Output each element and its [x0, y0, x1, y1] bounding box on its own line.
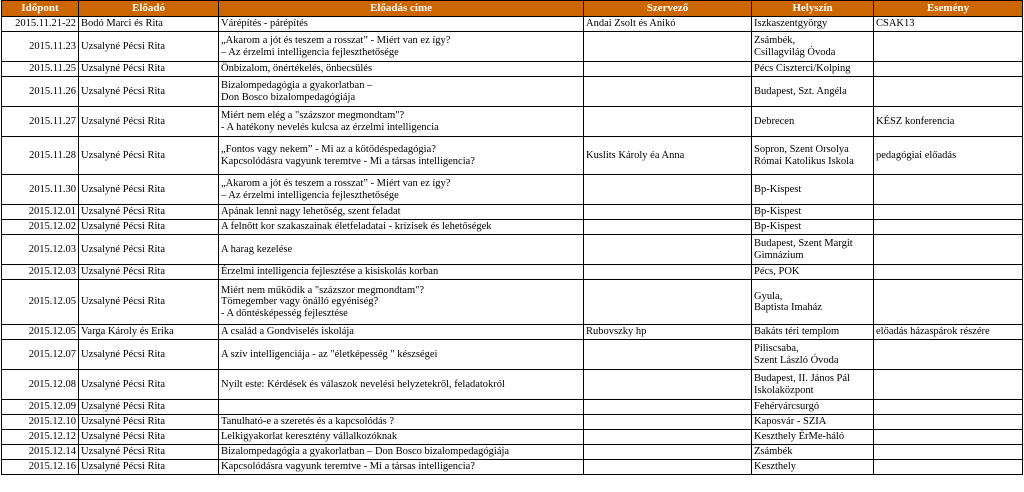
date-cell: 2015.11.27	[2, 107, 79, 137]
speaker-cell: Uzsalyné Pécsi Rita	[79, 265, 219, 280]
venue-cell: Bp-Kispest	[752, 175, 874, 205]
speaker-cell: Uzsalyné Pécsi Rita	[79, 107, 219, 137]
table-row	[2, 32, 1023, 62]
table-row	[2, 400, 1023, 415]
organizer-cell	[584, 265, 752, 280]
organizer-cell	[584, 445, 752, 460]
header-row	[2, 1, 1023, 17]
table-row	[2, 137, 1023, 175]
venue-cell: Iszkaszentgyörgy	[752, 17, 874, 32]
event-cell	[874, 415, 1023, 430]
title-cell: Önbizalom, önértékelés, önbecsülés	[219, 62, 584, 77]
speaker-cell: Uzsalyné Pécsi Rita	[79, 62, 219, 77]
venue-cell: Sopron, Szent Orsolya Római Katolikus Iskola	[752, 137, 874, 175]
venue-cell: Pécs Ciszterci/Kolping	[752, 62, 874, 77]
event-cell	[874, 445, 1023, 460]
organizer-cell	[584, 340, 752, 370]
title-cell: Tanulható-e a szeretés és a kapcsolódás ?	[219, 415, 584, 430]
title-cell: „Akarom a jót és teszem a rosszat” - Miért van ez így? – Az érzelmi intelligencia fejleszthetősége	[219, 175, 584, 205]
table-row	[2, 415, 1023, 430]
organizer-cell: Kuslits Károly éa Anna	[584, 137, 752, 175]
speaker-cell: Uzsalyné Pécsi Rita	[79, 280, 219, 325]
table-row	[2, 340, 1023, 370]
organizer-cell	[584, 220, 752, 235]
title-cell: A család a Gondviselés iskolája	[219, 325, 584, 340]
venue-cell: Bp-Kispest	[752, 220, 874, 235]
organizer-cell: Andai Zsolt és Anikó	[584, 17, 752, 32]
speaker-cell: Uzsalyné Pécsi Rita	[79, 370, 219, 400]
date-cell: 2015.12.14	[2, 445, 79, 460]
venue-cell: Debrecen	[752, 107, 874, 137]
speaker-cell: Uzsalyné Pécsi Rita	[79, 137, 219, 175]
date-cell: 2015.12.10	[2, 415, 79, 430]
venue-cell: Bp-Kispest	[752, 205, 874, 220]
title-cell: Nyílt este: Kérdések és válaszok nevelési helyzetekről, feladatokról	[219, 370, 584, 400]
header-date: Időpont	[2, 1, 79, 17]
venue-cell: Budapest, II. János Pál Iskolaközpont	[752, 370, 874, 400]
venue-cell: Pécs, POK	[752, 265, 874, 280]
organizer-cell	[584, 205, 752, 220]
venue-cell: Bakáts téri templom	[752, 325, 874, 340]
title-cell: Várépítés - párépítés	[219, 17, 584, 32]
venue-cell: Budapest, Szent Margit Gimnázium	[752, 235, 874, 265]
event-cell	[874, 32, 1023, 62]
speaker-cell: Uzsalyné Pécsi Rita	[79, 445, 219, 460]
date-cell: 2015.11.21-22	[2, 17, 79, 32]
date-cell: 2015.11.30	[2, 175, 79, 205]
table-row	[2, 430, 1023, 445]
organizer-cell	[584, 175, 752, 205]
organizer-cell	[584, 460, 752, 475]
table-row	[2, 235, 1023, 265]
date-cell: 2015.12.08	[2, 370, 79, 400]
speaker-cell: Uzsalyné Pécsi Rita	[79, 175, 219, 205]
title-cell: Bizalompedagógia a gyakorlatban – Don Bosco bizalompedagógiája	[219, 77, 584, 107]
speaker-cell: Uzsalyné Pécsi Rita	[79, 430, 219, 445]
table-row	[2, 370, 1023, 400]
event-cell	[874, 235, 1023, 265]
venue-cell: Kaposvár - SZIA	[752, 415, 874, 430]
table-row	[2, 220, 1023, 235]
venue-cell: Gyula, Baptista Imaház	[752, 280, 874, 325]
table-row	[2, 280, 1023, 325]
date-cell: 2015.12.05	[2, 280, 79, 325]
event-cell: CSAK13	[874, 17, 1023, 32]
event-cell	[874, 77, 1023, 107]
speaker-cell: Uzsalyné Pécsi Rita	[79, 220, 219, 235]
title-cell: Érzelmi intelligencia fejlesztése a kisiskolás korban	[219, 265, 584, 280]
speaker-cell: Uzsalyné Pécsi Rita	[79, 460, 219, 475]
organizer-cell	[584, 400, 752, 415]
date-cell: 2015.11.25	[2, 62, 79, 77]
venue-cell: Zsámbék, Csillagvilág Óvoda	[752, 32, 874, 62]
speaker-cell: Uzsalyné Pécsi Rita	[79, 32, 219, 62]
organizer-cell	[584, 280, 752, 325]
title-cell: „Fontos vagy nekem” - Mi az a kötődéspedagógia? Kapcsolódásra vagyunk teremtve - Mi a társas intelligencia?	[219, 137, 584, 175]
table-row	[2, 325, 1023, 340]
organizer-cell: Rubovszky hp	[584, 325, 752, 340]
table-row	[2, 107, 1023, 137]
event-cell: előadás házaspárok részére	[874, 325, 1023, 340]
venue-cell: Keszthely ÉrMe-háló	[752, 430, 874, 445]
event-cell	[874, 460, 1023, 475]
date-cell: 2015.12.01	[2, 205, 79, 220]
date-cell: 2015.12.03	[2, 235, 79, 265]
title-cell: Miért nem elég a "százszor megmondtam"? - A hatékony nevelés kulcsa az érzelmi intelligencia	[219, 107, 584, 137]
event-cell	[874, 220, 1023, 235]
venue-cell: Keszthely	[752, 460, 874, 475]
speaker-cell: Uzsalyné Pécsi Rita	[79, 235, 219, 265]
title-cell: A harag kezelése	[219, 235, 584, 265]
date-cell: 2015.11.26	[2, 77, 79, 107]
event-cell: pedagógiai előadás	[874, 137, 1023, 175]
venue-cell: Piliscsaba, Szent László Óvoda	[752, 340, 874, 370]
event-cell	[874, 280, 1023, 325]
title-cell: Apának lenni nagy lehetőség, szent feladat	[219, 205, 584, 220]
header-event: Esemény	[874, 1, 1023, 17]
venue-cell: Zsámbék	[752, 445, 874, 460]
event-cell: KÉSZ konferencia	[874, 107, 1023, 137]
organizer-cell	[584, 62, 752, 77]
title-cell: Kapcsolódásra vagyunk teremtve - Mi a társas intelligencia?	[219, 460, 584, 475]
organizer-cell	[584, 235, 752, 265]
organizer-cell	[584, 430, 752, 445]
speaker-cell: Uzsalyné Pécsi Rita	[79, 205, 219, 220]
date-cell: 2015.11.23	[2, 32, 79, 62]
table-row	[2, 205, 1023, 220]
event-cell	[874, 205, 1023, 220]
organizer-cell	[584, 370, 752, 400]
date-cell: 2015.12.16	[2, 460, 79, 475]
date-cell: 2015.12.12	[2, 430, 79, 445]
event-cell	[874, 340, 1023, 370]
speaker-cell: Uzsalyné Pécsi Rita	[79, 340, 219, 370]
venue-cell: Fehérvárcsurgó	[752, 400, 874, 415]
speaker-cell: Uzsalyné Pécsi Rita	[79, 77, 219, 107]
title-cell: „Akarom a jót és teszem a rosszat” - Miért van ez így? – Az érzelmi intelligencia fejleszthetősége	[219, 32, 584, 62]
title-cell: Bizalompedagógia a gyakorlatban – Don Bosco bizalompedagógiája	[219, 445, 584, 460]
speaker-cell: Bodó Marci és Rita	[79, 17, 219, 32]
header-venue: Helyszín	[752, 1, 874, 17]
event-cell	[874, 430, 1023, 445]
title-cell: Lelkigyakorlat keresztény vállalkozóknak	[219, 430, 584, 445]
speaker-cell: Varga Károly és Erika	[79, 325, 219, 340]
table-row	[2, 77, 1023, 107]
date-cell: 2015.12.05	[2, 325, 79, 340]
table-row	[2, 460, 1023, 475]
table-row	[2, 265, 1023, 280]
organizer-cell	[584, 415, 752, 430]
events-table	[1, 0, 1023, 475]
date-cell: 2015.12.07	[2, 340, 79, 370]
title-cell: A szív intelligenciája - az "életképesség " készségei	[219, 340, 584, 370]
event-cell	[874, 370, 1023, 400]
event-cell	[874, 400, 1023, 415]
header-speaker: Előadó	[79, 1, 219, 17]
title-cell	[219, 400, 584, 415]
venue-cell: Budapest, Szt. Angéla	[752, 77, 874, 107]
event-cell	[874, 62, 1023, 77]
date-cell: 2015.12.02	[2, 220, 79, 235]
organizer-cell	[584, 32, 752, 62]
date-cell: 2015.11.28	[2, 137, 79, 175]
organizer-cell	[584, 107, 752, 137]
event-cell	[874, 175, 1023, 205]
header-title: Előadás címe	[219, 1, 584, 17]
date-cell: 2015.12.03	[2, 265, 79, 280]
table-row	[2, 17, 1023, 32]
event-cell	[874, 265, 1023, 280]
title-cell: Miért nem működik a "százszor megmondtam"? Tömegember vagy önálló egyéniség? - A döntésképesség fejlesztése	[219, 280, 584, 325]
title-cell: A felnőtt kor szakaszainak életfeladatai - krízisek és lehetőségek	[219, 220, 584, 235]
organizer-cell	[584, 77, 752, 107]
speaker-cell: Uzsalyné Pécsi Rita	[79, 400, 219, 415]
date-cell: 2015.12.09	[2, 400, 79, 415]
table-row	[2, 175, 1023, 205]
table-row	[2, 62, 1023, 77]
speaker-cell: Uzsalyné Pécsi Rita	[79, 415, 219, 430]
header-organizer: Szervező	[584, 1, 752, 17]
table-row	[2, 445, 1023, 460]
